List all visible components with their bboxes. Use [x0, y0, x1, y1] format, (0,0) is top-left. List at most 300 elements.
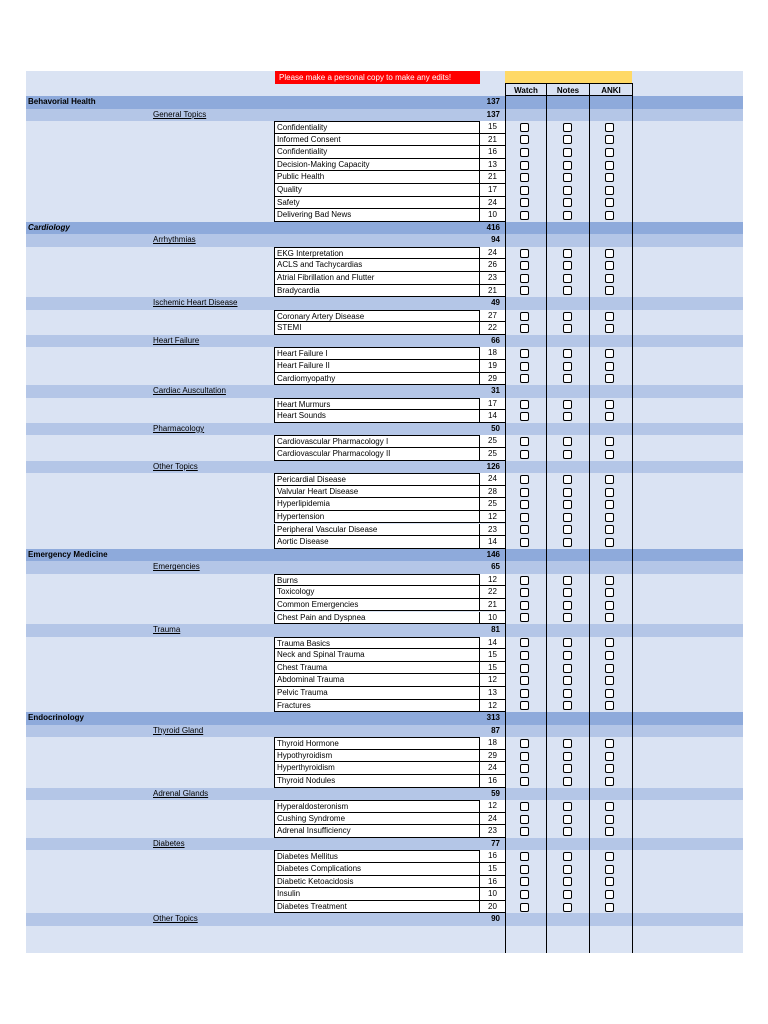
notes-checkbox[interactable] [563, 135, 572, 144]
anki-checkbox[interactable] [605, 903, 614, 912]
watch-checkbox[interactable] [520, 601, 529, 610]
subsection-row [26, 913, 743, 926]
subsection-total: 90 [491, 914, 500, 924]
subsection-label: Other Topics [153, 461, 198, 471]
notes-checkbox[interactable] [563, 827, 572, 836]
notes-checkbox[interactable] [563, 211, 572, 220]
anki-checkbox[interactable] [605, 638, 614, 647]
anki-checkbox[interactable] [605, 135, 614, 144]
anki-checkbox[interactable] [605, 349, 614, 358]
notes-checkbox[interactable] [563, 525, 572, 534]
notes-checkbox[interactable] [563, 249, 572, 258]
notes-checkbox[interactable] [563, 576, 572, 585]
watch-checkbox[interactable] [520, 400, 529, 409]
subsection-row [26, 725, 743, 738]
topic-count: 18 [480, 737, 505, 750]
topic-count: 26 [480, 259, 505, 272]
notes-checkbox[interactable] [563, 689, 572, 698]
topic-name: Valvular Heart Disease [274, 486, 480, 499]
topic-name: Public Health [274, 171, 480, 184]
category-row [26, 222, 743, 235]
anki-checkbox[interactable] [605, 437, 614, 446]
anki-checkbox[interactable] [605, 261, 614, 270]
anki-checkbox[interactable] [605, 676, 614, 685]
copy-notice: Please make a personal copy to make any edits! [275, 71, 480, 84]
subsection-label: Other Topics [153, 914, 198, 924]
anki-checkbox[interactable] [605, 538, 614, 547]
topic-count: 19 [480, 360, 505, 373]
watch-checkbox[interactable] [520, 890, 529, 899]
subsection-total: 59 [491, 788, 500, 798]
topic-name: Abdominal Trauma [274, 674, 480, 687]
topic-name: Cushing Syndrome [274, 813, 480, 826]
anki-checkbox[interactable] [605, 664, 614, 673]
anki-checkbox[interactable] [605, 324, 614, 333]
category-label: Behavorial Health [28, 97, 96, 106]
topic-count: 10 [480, 612, 505, 625]
anki-checkbox[interactable] [605, 488, 614, 497]
topic-count: 10 [480, 888, 505, 901]
topic-count: 21 [480, 134, 505, 147]
header-highlight [505, 71, 632, 83]
anki-checkbox[interactable] [605, 286, 614, 295]
topic-name: Diabetes Mellitus [274, 850, 480, 863]
notes-checkbox[interactable] [563, 374, 572, 383]
column-header-notes: Notes [546, 83, 590, 96]
anki-checkbox[interactable] [605, 186, 614, 195]
topic-count: 12 [480, 800, 505, 813]
topic-name: Hyperaldosteronism [274, 800, 480, 813]
anki-checkbox[interactable] [605, 588, 614, 597]
category-total: 137 [486, 97, 500, 106]
notes-checkbox[interactable] [563, 362, 572, 371]
anki-checkbox[interactable] [605, 362, 614, 371]
anki-checkbox[interactable] [605, 877, 614, 886]
topic-name: Heart Failure I [274, 347, 480, 360]
anki-checkbox[interactable] [605, 475, 614, 484]
watch-checkbox[interactable] [520, 475, 529, 484]
topic-count: 27 [480, 310, 505, 323]
topic-name: Thyroid Nodules [274, 775, 480, 788]
anki-checkbox[interactable] [605, 576, 614, 585]
notes-checkbox[interactable] [563, 324, 572, 333]
subsection-total: 81 [491, 625, 500, 635]
anki-checkbox[interactable] [605, 739, 614, 748]
category-total: 146 [486, 549, 500, 559]
topic-count: 24 [480, 247, 505, 260]
notes-checkbox[interactable] [563, 161, 572, 170]
notes-checkbox[interactable] [563, 664, 572, 673]
notes-checkbox[interactable] [563, 676, 572, 685]
notes-checkbox[interactable] [563, 173, 572, 182]
subsection-total: 126 [486, 461, 500, 471]
topic-count: 20 [480, 901, 505, 914]
watch-checkbox[interactable] [520, 324, 529, 333]
watch-checkbox[interactable] [520, 764, 529, 773]
watch-checkbox[interactable] [520, 135, 529, 144]
topic-name: Fractures [274, 700, 480, 713]
anki-checkbox[interactable] [605, 752, 614, 761]
anki-checkbox[interactable] [605, 173, 614, 182]
topic-count: 23 [480, 524, 505, 537]
topic-count: 24 [480, 813, 505, 826]
topic-count: 12 [480, 511, 505, 524]
watch-checkbox[interactable] [520, 664, 529, 673]
topic-name: STEMI [274, 322, 480, 335]
topic-count: 15 [480, 662, 505, 675]
topic-count: 15 [480, 649, 505, 662]
category-label: Endocrinology [28, 713, 84, 723]
subsection-total: 49 [491, 298, 500, 308]
notes-checkbox[interactable] [563, 802, 572, 811]
notes-checkbox[interactable] [563, 274, 572, 283]
spreadsheet [26, 71, 743, 953]
subsection-row [26, 788, 743, 801]
topic-name: Burns [274, 574, 480, 587]
subsection-total: 87 [491, 725, 500, 735]
anki-checkbox[interactable] [605, 400, 614, 409]
watch-checkbox[interactable] [520, 777, 529, 786]
topic-count: 24 [480, 197, 505, 210]
watch-checkbox[interactable] [520, 312, 529, 321]
column-divider [589, 83, 590, 953]
notes-checkbox[interactable] [563, 752, 572, 761]
category-row [26, 549, 743, 562]
topic-name: Coronary Artery Disease [274, 310, 480, 323]
anki-checkbox[interactable] [605, 802, 614, 811]
watch-checkbox[interactable] [520, 903, 529, 912]
topic-count: 28 [480, 486, 505, 499]
category-label: Cardiology [28, 222, 70, 232]
watch-checkbox[interactable] [520, 638, 529, 647]
notes-checkbox[interactable] [563, 815, 572, 824]
topic-count: 21 [480, 285, 505, 298]
topic-name: ACLS and Tachycardias [274, 259, 480, 272]
topic-count: 10 [480, 209, 505, 222]
topic-name: Heart Sounds [274, 410, 480, 423]
topic-name: Heart Murmurs [274, 398, 480, 411]
watch-checkbox[interactable] [520, 274, 529, 283]
watch-checkbox[interactable] [520, 412, 529, 421]
notes-checkbox[interactable] [563, 739, 572, 748]
subsection-row [26, 335, 743, 348]
anki-checkbox[interactable] [605, 827, 614, 836]
anki-checkbox[interactable] [605, 513, 614, 522]
column-divider [632, 83, 633, 953]
anki-checkbox[interactable] [605, 777, 614, 786]
topic-count: 16 [480, 146, 505, 159]
subsection-row [26, 423, 743, 436]
subsection-total: 94 [491, 235, 500, 245]
subsection-label: General Topics [153, 109, 207, 119]
notes-checkbox[interactable] [563, 198, 572, 207]
notes-checkbox[interactable] [563, 538, 572, 547]
anki-checkbox[interactable] [605, 312, 614, 321]
notes-checkbox[interactable] [563, 638, 572, 647]
notes-checkbox[interactable] [563, 701, 572, 710]
topic-name: Diabetes Treatment [274, 901, 480, 914]
watch-checkbox[interactable] [520, 865, 529, 874]
topic-count: 22 [480, 322, 505, 335]
subsection-total: 65 [491, 562, 500, 572]
subsection-row [26, 109, 743, 122]
subsection-label: Emergencies [153, 562, 200, 572]
notes-checkbox[interactable] [563, 764, 572, 773]
topic-name: EKG Interpretation [274, 247, 480, 260]
notes-checkbox[interactable] [563, 312, 572, 321]
anki-checkbox[interactable] [605, 689, 614, 698]
anki-checkbox[interactable] [605, 651, 614, 660]
watch-checkbox[interactable] [520, 374, 529, 383]
watch-checkbox[interactable] [520, 689, 529, 698]
watch-checkbox[interactable] [520, 349, 529, 358]
topic-count: 12 [480, 674, 505, 687]
subsection-label: Trauma [153, 625, 181, 635]
topic-count: 16 [480, 876, 505, 889]
notes-checkbox[interactable] [563, 261, 572, 270]
topic-name: Chest Pain and Dyspnea [274, 612, 480, 625]
topic-name: Heart Failure II [274, 360, 480, 373]
notes-checkbox[interactable] [563, 437, 572, 446]
topic-count: 21 [480, 171, 505, 184]
column-divider [546, 83, 547, 953]
column-divider [505, 83, 506, 953]
topic-name: Atrial Fibrillation and Flutter [274, 272, 480, 285]
watch-checkbox[interactable] [520, 802, 529, 811]
category-total: 313 [486, 713, 500, 723]
topic-name: Confidentiality [274, 146, 480, 159]
subsection-row [26, 385, 743, 398]
topic-name: Hyperlipidemia [274, 498, 480, 511]
anki-checkbox[interactable] [605, 450, 614, 459]
topic-name: Bradycardia [274, 285, 480, 298]
topic-count: 24 [480, 473, 505, 486]
anki-checkbox[interactable] [605, 198, 614, 207]
topic-count: 25 [480, 435, 505, 448]
anki-checkbox[interactable] [605, 764, 614, 773]
column-header-watch: Watch [505, 83, 547, 96]
anki-checkbox[interactable] [605, 412, 614, 421]
subsection-total: 66 [491, 335, 500, 345]
anki-checkbox[interactable] [605, 890, 614, 899]
watch-checkbox[interactable] [520, 249, 529, 258]
anki-checkbox[interactable] [605, 148, 614, 157]
topic-count: 25 [480, 498, 505, 511]
watch-checkbox[interactable] [520, 286, 529, 295]
notes-checkbox[interactable] [563, 286, 572, 295]
topic-name: Thyroid Hormone [274, 737, 480, 750]
watch-checkbox[interactable] [520, 676, 529, 685]
topic-count: 15 [480, 121, 505, 134]
topic-name: Common Emergencies [274, 599, 480, 612]
watch-checkbox[interactable] [520, 186, 529, 195]
topic-name: Peripheral Vascular Disease [274, 524, 480, 537]
watch-checkbox[interactable] [520, 261, 529, 270]
topic-count: 16 [480, 775, 505, 788]
topic-name: Cardiovascular Pharmacology I [274, 435, 480, 448]
notes-checkbox[interactable] [563, 488, 572, 497]
watch-checkbox[interactable] [520, 173, 529, 182]
subsection-row [26, 561, 743, 574]
topic-count: 29 [480, 750, 505, 763]
topic-name: Decision-Making Capacity [274, 159, 480, 172]
watch-checkbox[interactable] [520, 852, 529, 861]
topic-name: Trauma Basics [274, 637, 480, 650]
subsection-label: Cardiac Auscultation [153, 386, 226, 396]
topic-name: Delivering Bad News [274, 209, 480, 222]
notes-checkbox[interactable] [563, 903, 572, 912]
category-row [26, 96, 743, 109]
notes-checkbox[interactable] [563, 601, 572, 610]
watch-checkbox[interactable] [520, 651, 529, 660]
watch-checkbox[interactable] [520, 815, 529, 824]
topic-count: 22 [480, 586, 505, 599]
topic-count: 17 [480, 184, 505, 197]
category-row [26, 712, 743, 725]
notes-checkbox[interactable] [563, 877, 572, 886]
topic-count: 18 [480, 347, 505, 360]
topic-name: Pericardial Disease [274, 473, 480, 486]
subsection-label: Pharmacology [153, 423, 205, 433]
topic-count: 14 [480, 410, 505, 423]
notes-checkbox[interactable] [563, 613, 572, 622]
notes-checkbox[interactable] [563, 148, 572, 157]
topic-count: 12 [480, 574, 505, 587]
notes-checkbox[interactable] [563, 400, 572, 409]
topic-name: Diabetic Ketoacidosis [274, 876, 480, 889]
topic-count: 23 [480, 825, 505, 838]
anki-checkbox[interactable] [605, 613, 614, 622]
anki-checkbox[interactable] [605, 701, 614, 710]
watch-checkbox[interactable] [520, 362, 529, 371]
subsection-row [26, 297, 743, 310]
subsection-total: 137 [486, 109, 500, 119]
anki-checkbox[interactable] [605, 815, 614, 824]
subsection-total: 77 [491, 838, 500, 848]
anki-checkbox[interactable] [605, 374, 614, 383]
topic-name: Confidentiality [274, 121, 480, 134]
anki-checkbox[interactable] [605, 500, 614, 509]
watch-checkbox[interactable] [520, 488, 529, 497]
anki-checkbox[interactable] [605, 123, 614, 132]
notes-checkbox[interactable] [563, 777, 572, 786]
topic-count: 13 [480, 159, 505, 172]
subsection-label: Adrenal Glands [153, 788, 209, 798]
topic-count: 21 [480, 599, 505, 612]
anki-checkbox[interactable] [605, 601, 614, 610]
notes-checkbox[interactable] [563, 186, 572, 195]
topic-count: 29 [480, 373, 505, 386]
subsection-total: 50 [491, 423, 500, 433]
topic-name: Cardiovascular Pharmacology II [274, 448, 480, 461]
anki-checkbox[interactable] [605, 211, 614, 220]
notes-checkbox[interactable] [563, 651, 572, 660]
watch-checkbox[interactable] [520, 161, 529, 170]
category-label: Emergency Medicine [28, 549, 108, 559]
watch-checkbox[interactable] [520, 123, 529, 132]
topic-name: Hypothyroidism [274, 750, 480, 763]
notes-checkbox[interactable] [563, 475, 572, 484]
notes-checkbox[interactable] [563, 852, 572, 861]
topic-count: 23 [480, 272, 505, 285]
watch-checkbox[interactable] [520, 739, 529, 748]
subsection-row [26, 234, 743, 247]
category-total: 416 [486, 222, 500, 232]
watch-checkbox[interactable] [520, 827, 529, 836]
watch-checkbox[interactable] [520, 500, 529, 509]
topic-count: 14 [480, 536, 505, 549]
topic-count: 15 [480, 863, 505, 876]
notes-checkbox[interactable] [563, 412, 572, 421]
column-header-anki: ANKI [589, 83, 633, 96]
subsection-row [26, 624, 743, 637]
subsection-row [26, 461, 743, 474]
anki-checkbox[interactable] [605, 525, 614, 534]
anki-checkbox[interactable] [605, 865, 614, 874]
topic-count: 25 [480, 448, 505, 461]
watch-checkbox[interactable] [520, 538, 529, 547]
watch-checkbox[interactable] [520, 148, 529, 157]
topic-name: Aortic Disease [274, 536, 480, 549]
anki-checkbox[interactable] [605, 161, 614, 170]
notes-checkbox[interactable] [563, 890, 572, 899]
subsection-label: Diabetes [153, 838, 185, 848]
notes-checkbox[interactable] [563, 588, 572, 597]
notes-checkbox[interactable] [563, 513, 572, 522]
topic-name: Hyperthyroidism [274, 762, 480, 775]
watch-checkbox[interactable] [520, 701, 529, 710]
topic-name: Informed Consent [274, 134, 480, 147]
watch-checkbox[interactable] [520, 877, 529, 886]
topic-name: Hypertension [274, 511, 480, 524]
topic-name: Pelvic Trauma [274, 687, 480, 700]
topic-name: Adrenal Insufficiency [274, 825, 480, 838]
watch-checkbox[interactable] [520, 513, 529, 522]
subsection-row [26, 838, 743, 851]
topic-count: 12 [480, 700, 505, 713]
watch-checkbox[interactable] [520, 211, 529, 220]
topic-count: 13 [480, 687, 505, 700]
topic-name: Quality [274, 184, 480, 197]
anki-checkbox[interactable] [605, 249, 614, 258]
watch-checkbox[interactable] [520, 613, 529, 622]
anki-checkbox[interactable] [605, 852, 614, 861]
topic-name: Neck and Spinal Trauma [274, 649, 480, 662]
subsection-total: 31 [491, 386, 500, 396]
topic-name: Cardiomyopathy [274, 373, 480, 386]
subsection-label: Thyroid Gland [153, 725, 204, 735]
topic-name: Safety [274, 197, 480, 210]
anki-checkbox[interactable] [605, 274, 614, 283]
notes-checkbox[interactable] [563, 123, 572, 132]
watch-checkbox[interactable] [520, 588, 529, 597]
subsection-label: Arrhythmias [153, 235, 196, 245]
notes-checkbox[interactable] [563, 450, 572, 459]
subsection-label: Heart Failure [153, 335, 200, 345]
topic-name: Toxicology [274, 586, 480, 599]
notes-checkbox[interactable] [563, 865, 572, 874]
topic-name: Insulin [274, 888, 480, 901]
notes-checkbox[interactable] [563, 500, 572, 509]
watch-checkbox[interactable] [520, 437, 529, 446]
watch-checkbox[interactable] [520, 198, 529, 207]
watch-checkbox[interactable] [520, 576, 529, 585]
watch-checkbox[interactable] [520, 525, 529, 534]
topic-count: 14 [480, 637, 505, 650]
watch-checkbox[interactable] [520, 752, 529, 761]
notes-checkbox[interactable] [563, 349, 572, 358]
watch-checkbox[interactable] [520, 450, 529, 459]
